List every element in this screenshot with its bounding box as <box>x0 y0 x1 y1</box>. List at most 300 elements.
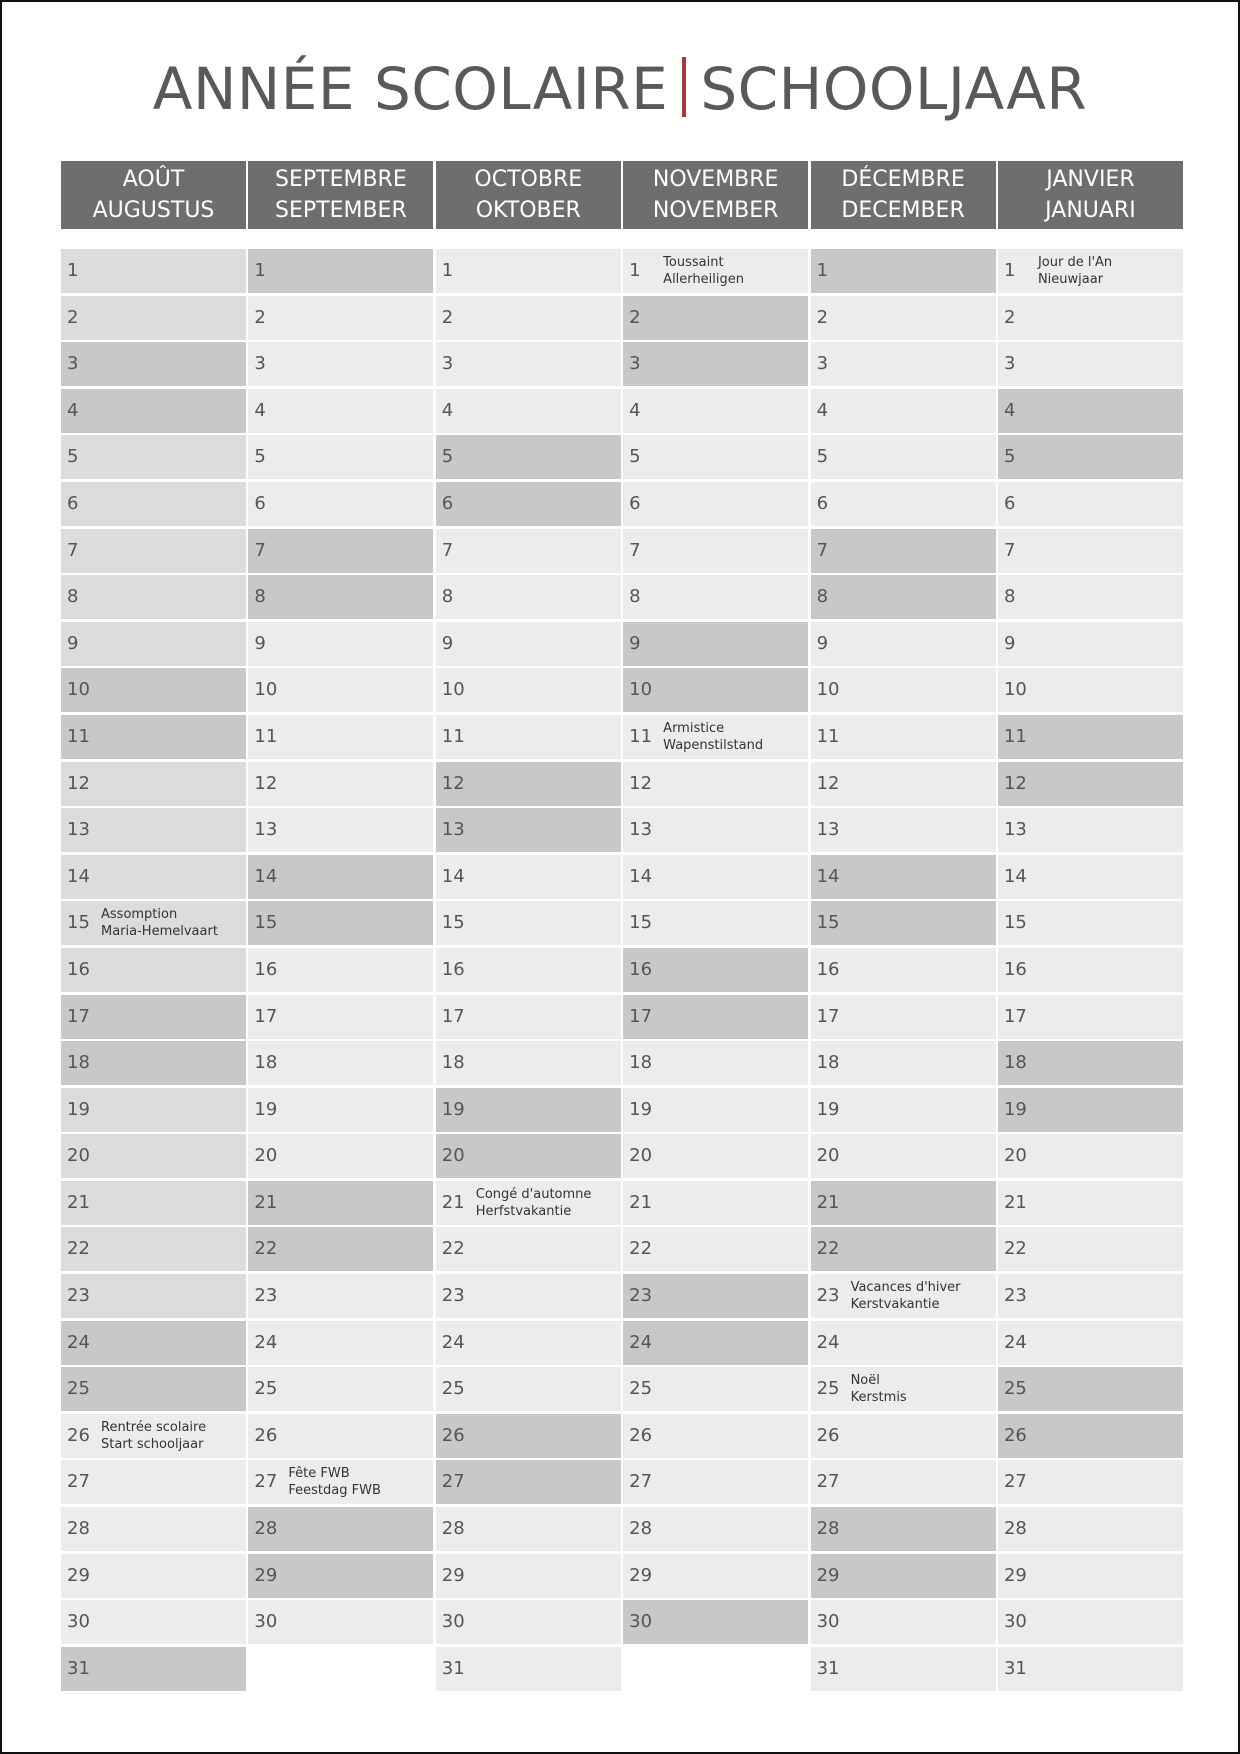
day-number: 18 <box>816 1052 840 1074</box>
day-cell <box>436 995 621 1039</box>
day-number: 21 <box>254 1191 278 1213</box>
day-cell <box>623 762 808 806</box>
day-number: 21 <box>816 1191 840 1213</box>
day-cell <box>436 1321 621 1365</box>
day-number: 20 <box>1003 1145 1027 1167</box>
day-cell <box>248 1181 433 1225</box>
day-number: 28 <box>629 1518 653 1540</box>
event-name-fr: Rentrée scolaire <box>101 1419 207 1435</box>
day-number: 27 <box>254 1471 278 1493</box>
day-list <box>61 249 246 1691</box>
day-number: 22 <box>67 1238 90 1260</box>
month-name-nl: NOVEMBER <box>652 198 779 223</box>
day-cell <box>623 1507 808 1551</box>
event-label <box>663 720 763 754</box>
event-name-nl: Wapenstilstand <box>663 737 764 753</box>
event-name-nl: Maria-Hemelvaart <box>101 924 218 940</box>
day-cell <box>436 1041 621 1085</box>
day-cell <box>623 855 808 899</box>
day-number: 16 <box>1003 958 1027 980</box>
day-number: 9 <box>816 632 829 654</box>
day-number: 27 <box>1003 1471 1027 1493</box>
day-cell <box>61 249 246 293</box>
day-cell <box>248 1227 433 1271</box>
day-number: 5 <box>254 446 266 468</box>
day-number: 31 <box>816 1657 840 1679</box>
day-cell <box>436 1367 621 1411</box>
day-number: 3 <box>441 353 454 375</box>
day-cell <box>248 995 433 1039</box>
event-name-nl: Herfstvakantie <box>475 1203 572 1219</box>
event-label <box>101 1419 206 1453</box>
day-number: 5 <box>629 446 641 468</box>
day-number: 19 <box>629 1098 653 1120</box>
day-number: 14 <box>67 865 90 887</box>
day-number: 28 <box>67 1518 90 1540</box>
day-number: 1 <box>441 260 454 281</box>
day-cell <box>998 1507 1183 1551</box>
day-cell <box>811 855 996 899</box>
day-cell <box>61 482 246 526</box>
day-cell <box>248 296 433 340</box>
day-number: 30 <box>254 1611 278 1633</box>
day-number: 20 <box>629 1145 653 1167</box>
day-cell <box>623 249 808 293</box>
day-cell <box>998 435 1183 479</box>
day-list <box>811 249 996 1691</box>
day-number: 7 <box>816 539 829 561</box>
day-cell <box>998 762 1183 806</box>
day-cell <box>623 901 808 945</box>
day-number: 1 <box>1003 260 1016 281</box>
event-label <box>663 254 744 288</box>
day-cell <box>248 1134 433 1178</box>
day-number: 9 <box>629 632 641 654</box>
day-cell <box>623 389 808 433</box>
day-number: 28 <box>254 1518 278 1540</box>
day-number: 29 <box>67 1564 90 1586</box>
day-cell <box>61 1041 246 1085</box>
day-cell <box>248 342 433 386</box>
day-number: 19 <box>816 1098 840 1120</box>
day-cell <box>811 482 996 526</box>
day-cell <box>61 575 246 619</box>
day-number: 6 <box>629 492 641 514</box>
day-cell <box>811 948 996 992</box>
event-name-nl: Allerheiligen <box>663 272 744 287</box>
day-cell <box>811 808 996 852</box>
day-cell <box>998 808 1183 852</box>
day-cell <box>436 249 621 293</box>
day-number: 25 <box>629 1378 653 1400</box>
day-cell <box>61 1600 246 1644</box>
day-number: 4 <box>254 399 266 421</box>
day-cell <box>61 435 246 479</box>
day-number: 26 <box>629 1424 653 1446</box>
day-number: 19 <box>67 1098 90 1120</box>
event-name-nl: Start schooljaar <box>101 1436 204 1452</box>
day-cell <box>811 1647 996 1691</box>
day-cell <box>811 1134 996 1178</box>
day-cell <box>623 1227 808 1271</box>
day-cell <box>623 715 808 759</box>
day-number: 13 <box>816 819 840 841</box>
day-number: 23 <box>816 1285 840 1307</box>
day-number: 7 <box>629 539 641 561</box>
day-number: 25 <box>816 1378 840 1400</box>
day-number: 5 <box>816 446 829 468</box>
day-number: 25 <box>1003 1378 1027 1400</box>
day-cell <box>61 1507 246 1551</box>
day-cell <box>61 808 246 852</box>
day-number: 4 <box>441 399 454 421</box>
day-cell <box>811 1274 996 1318</box>
day-number: 7 <box>254 539 266 561</box>
day-cell <box>998 1367 1183 1411</box>
day-cell <box>811 296 996 340</box>
day-number: 22 <box>254 1238 278 1260</box>
day-number: 2 <box>67 306 79 328</box>
day-number: 12 <box>816 772 840 794</box>
day-cell <box>436 529 621 573</box>
day-cell <box>248 948 433 992</box>
day-cell <box>623 342 808 386</box>
day-number: 8 <box>67 586 79 608</box>
day-cell <box>436 808 621 852</box>
event-label <box>851 1279 961 1313</box>
day-number: 21 <box>629 1191 653 1213</box>
day-number: 22 <box>441 1238 465 1260</box>
event-label <box>101 906 218 940</box>
day-number: 15 <box>254 912 278 934</box>
event-name-fr: Fête FWB <box>288 1466 350 1482</box>
day-cell <box>436 948 621 992</box>
day-number: 4 <box>67 399 79 421</box>
day-number: 25 <box>254 1378 278 1400</box>
day-cell <box>811 529 996 573</box>
day-cell <box>248 855 433 899</box>
day-cell <box>811 1414 996 1458</box>
day-cell <box>811 1181 996 1225</box>
day-cell <box>248 482 433 526</box>
day-number: 20 <box>816 1145 840 1167</box>
day-number: 24 <box>67 1331 90 1353</box>
day-number: 31 <box>1003 1657 1027 1679</box>
day-cell <box>436 1227 621 1271</box>
day-cell <box>248 529 433 573</box>
day-number: 13 <box>1003 819 1027 841</box>
day-number: 3 <box>816 353 829 375</box>
month-header <box>61 161 246 229</box>
title-dutch: SCHOOLJAAR <box>700 55 1088 123</box>
day-number: 6 <box>816 492 829 514</box>
day-cell <box>811 249 996 293</box>
day-number: 30 <box>816 1611 840 1633</box>
day-cell <box>998 575 1183 619</box>
day-cell <box>623 1554 808 1598</box>
day-number: 10 <box>67 679 90 701</box>
day-cell <box>248 1460 433 1504</box>
day-number: 11 <box>629 725 653 747</box>
day-number: 12 <box>67 772 90 794</box>
event-name-fr: Assomption <box>101 907 178 923</box>
month-name-nl: OKTOBER <box>475 198 581 223</box>
day-cell <box>248 1554 433 1598</box>
month-name-fr: DÉCEMBRE <box>841 167 965 192</box>
day-cell <box>248 762 433 806</box>
day-number: 9 <box>441 632 454 654</box>
day-number: 19 <box>1003 1098 1027 1120</box>
month-name-fr: OCTOBRE <box>474 167 583 192</box>
day-number: 30 <box>629 1611 653 1633</box>
day-cell <box>436 762 621 806</box>
month-column-septembre <box>248 161 433 1693</box>
day-number: 30 <box>67 1611 90 1633</box>
day-number: 16 <box>254 958 278 980</box>
day-cell <box>61 529 246 573</box>
month-header <box>248 161 433 229</box>
day-cell <box>61 901 246 945</box>
day-number: 8 <box>816 586 829 608</box>
day-cell <box>248 435 433 479</box>
day-cell <box>61 995 246 1039</box>
day-number: 4 <box>629 399 641 421</box>
day-number: 27 <box>629 1471 653 1493</box>
day-number: 23 <box>67 1285 90 1307</box>
day-cell <box>998 948 1183 992</box>
day-number: 9 <box>254 632 266 654</box>
day-number: 17 <box>816 1005 840 1027</box>
day-number: 20 <box>67 1145 90 1167</box>
day-number: 6 <box>1003 492 1016 514</box>
day-cell <box>998 482 1183 526</box>
day-cell <box>623 296 808 340</box>
day-cell <box>623 1460 808 1504</box>
day-cell <box>248 1367 433 1411</box>
day-cell <box>811 715 996 759</box>
day-number: 11 <box>816 725 840 747</box>
day-number: 14 <box>816 865 840 887</box>
month-header <box>811 161 996 229</box>
day-cell <box>811 1554 996 1598</box>
day-number: 11 <box>254 725 278 747</box>
day-cell <box>998 389 1183 433</box>
day-number: 20 <box>441 1145 465 1167</box>
day-cell <box>811 389 996 433</box>
event-name-fr: Vacances d'hiver <box>850 1280 961 1296</box>
day-cell <box>998 249 1183 293</box>
day-cell <box>811 668 996 712</box>
day-number: 2 <box>441 306 454 328</box>
day-cell <box>623 1600 808 1644</box>
day-cell <box>811 995 996 1039</box>
month-name-nl: AUGUSTUS <box>92 198 215 223</box>
month-column-janvier <box>998 161 1183 1693</box>
day-number: 24 <box>254 1331 278 1353</box>
day-cell <box>998 1414 1183 1458</box>
month-name-fr: NOVEMBRE <box>652 167 779 192</box>
day-list <box>998 249 1183 1691</box>
day-number: 30 <box>1003 1611 1027 1633</box>
day-cell <box>61 389 246 433</box>
month-name-fr: JANVIER <box>1046 167 1135 192</box>
day-cell <box>623 1321 808 1365</box>
day-cell <box>61 762 246 806</box>
day-number: 25 <box>441 1378 465 1400</box>
day-list <box>623 249 808 1644</box>
day-cell <box>623 668 808 712</box>
day-number: 17 <box>629 1005 653 1027</box>
day-number: 25 <box>67 1378 90 1400</box>
day-number: 5 <box>1003 446 1016 468</box>
day-cell <box>623 622 808 666</box>
day-number: 10 <box>254 679 278 701</box>
day-cell <box>623 1181 808 1225</box>
day-cell <box>61 296 246 340</box>
day-number: 30 <box>441 1611 465 1633</box>
event-name-fr: Congé d'automne <box>475 1186 592 1202</box>
day-cell <box>436 575 621 619</box>
day-cell <box>998 995 1183 1039</box>
day-number: 24 <box>441 1331 465 1353</box>
day-cell <box>998 296 1183 340</box>
day-cell <box>998 1554 1183 1598</box>
day-number: 3 <box>629 353 641 375</box>
day-number: 27 <box>67 1471 90 1493</box>
day-number: 8 <box>441 586 454 608</box>
day-number: 29 <box>441 1564 465 1586</box>
day-number: 9 <box>67 632 79 654</box>
day-cell <box>623 529 808 573</box>
day-cell <box>248 1414 433 1458</box>
day-number: 10 <box>1003 679 1027 701</box>
day-number: 11 <box>441 725 465 747</box>
day-cell <box>623 808 808 852</box>
event-name-nl: Feestdag FWB <box>288 1483 381 1499</box>
day-cell <box>811 1321 996 1365</box>
day-number: 21 <box>1003 1191 1027 1213</box>
day-number: 12 <box>441 772 465 794</box>
day-cell <box>61 1367 246 1411</box>
event-name-nl: Nieuwjaar <box>1037 272 1104 287</box>
day-cell <box>811 1088 996 1132</box>
day-cell <box>436 342 621 386</box>
day-number: 1 <box>254 260 266 281</box>
month-column-aout <box>61 161 246 1693</box>
day-cell <box>248 575 433 619</box>
day-number: 21 <box>441 1191 465 1213</box>
day-cell <box>436 1507 621 1551</box>
day-number: 14 <box>441 865 465 887</box>
month-name-nl: JANUARI <box>1045 198 1136 223</box>
day-number: 19 <box>254 1098 278 1120</box>
day-cell <box>623 575 808 619</box>
day-number: 15 <box>1003 912 1027 934</box>
day-cell <box>61 1414 246 1458</box>
day-number: 24 <box>629 1331 653 1353</box>
day-number: 2 <box>254 306 266 328</box>
day-number: 8 <box>254 586 266 608</box>
day-cell <box>61 1227 246 1271</box>
day-cell <box>623 435 808 479</box>
day-number: 1 <box>816 260 829 281</box>
day-number: 14 <box>1003 865 1027 887</box>
day-list <box>436 249 621 1691</box>
day-cell <box>811 575 996 619</box>
day-cell <box>436 389 621 433</box>
day-cell <box>623 1414 808 1458</box>
day-cell <box>436 901 621 945</box>
day-number: 3 <box>254 353 266 375</box>
day-cell <box>61 1460 246 1504</box>
day-number: 26 <box>67 1424 90 1446</box>
day-number: 10 <box>629 679 653 701</box>
day-cell <box>436 1460 621 1504</box>
day-number: 5 <box>67 446 79 468</box>
day-cell <box>811 1041 996 1085</box>
day-cell <box>998 342 1183 386</box>
day-number: 29 <box>254 1564 278 1586</box>
day-number: 13 <box>441 819 465 841</box>
day-cell <box>623 995 808 1039</box>
day-cell <box>61 622 246 666</box>
day-cell <box>436 855 621 899</box>
day-cell <box>61 1647 246 1691</box>
day-cell <box>436 622 621 666</box>
day-number: 16 <box>629 958 653 980</box>
day-number: 8 <box>629 586 641 608</box>
day-number: 16 <box>816 958 840 980</box>
day-number: 13 <box>67 819 90 841</box>
day-number: 24 <box>816 1331 840 1353</box>
day-number: 10 <box>816 679 840 701</box>
day-cell <box>61 1274 246 1318</box>
day-number: 18 <box>254 1052 278 1074</box>
day-cell <box>436 1134 621 1178</box>
day-number: 13 <box>254 819 278 841</box>
day-number: 11 <box>67 725 90 747</box>
day-cell <box>623 482 808 526</box>
day-number: 12 <box>254 772 278 794</box>
day-cell <box>436 1181 621 1225</box>
day-number: 26 <box>441 1424 465 1446</box>
day-cell <box>998 1460 1183 1504</box>
day-number: 29 <box>816 1564 840 1586</box>
day-number: 21 <box>67 1191 90 1213</box>
day-cell <box>623 1367 808 1411</box>
day-number: 18 <box>1003 1052 1027 1074</box>
day-number: 1 <box>629 260 641 281</box>
day-number: 18 <box>441 1052 465 1074</box>
day-cell <box>61 715 246 759</box>
day-number: 23 <box>629 1285 653 1307</box>
day-cell <box>998 1227 1183 1271</box>
day-cell <box>811 1600 996 1644</box>
day-cell <box>436 1414 621 1458</box>
day-cell <box>811 435 996 479</box>
day-number: 17 <box>254 1005 278 1027</box>
month-name-fr: SEPTEMBRE <box>275 167 407 192</box>
day-number: 12 <box>1003 772 1027 794</box>
day-number: 29 <box>1003 1564 1027 1586</box>
day-number: 27 <box>816 1471 840 1493</box>
day-number: 16 <box>67 958 90 980</box>
day-cell <box>248 622 433 666</box>
day-cell <box>998 1647 1183 1691</box>
day-number: 31 <box>67 1657 90 1679</box>
day-number: 17 <box>1003 1005 1027 1027</box>
day-cell <box>61 948 246 992</box>
